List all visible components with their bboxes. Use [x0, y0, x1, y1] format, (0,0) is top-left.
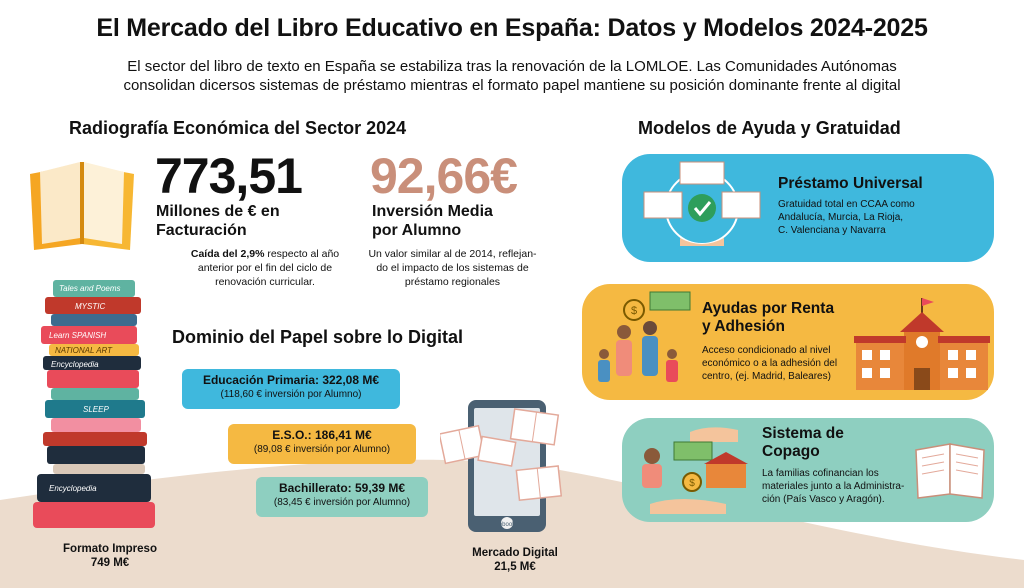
- book-stack-illustration: [25, 278, 175, 533]
- book-spine: [51, 418, 141, 432]
- book-spine-label: NATIONAL ART: [55, 346, 113, 355]
- ayudas-renta-title: Ayudas por Renta y Adhesión: [702, 300, 835, 335]
- book-spine: [47, 370, 139, 388]
- primaria-title: Educación Primaria: 322,08 M€: [202, 373, 380, 387]
- facturacion-value: 773,51: [155, 148, 302, 204]
- ayudas-renta-text: Acceso condicionado al nivel económico o a la adhesión del centro, (ej. Madrid, Baleares): [702, 345, 838, 382]
- ebook-label: ebook: [498, 522, 516, 528]
- primaria-box: [182, 369, 400, 409]
- bachillerato-sub: (83,45 € inversión por Alumno): [273, 497, 411, 508]
- book-spine-label: MYSTIC: [75, 302, 106, 311]
- mercado-digital-caption: Mercado Digital 21,5 M€: [472, 547, 558, 573]
- bachillerato-box: [256, 477, 428, 517]
- open-book-icon: [22, 152, 142, 252]
- sistema-copago-title: Sistema de Copago: [762, 425, 844, 460]
- book-spine-label: Learn SPANISH: [49, 331, 107, 340]
- svg-text:$: $: [689, 478, 695, 489]
- eso-box: [228, 424, 416, 464]
- prestamo-universal-text: Gratuidad total en CCAA como Andalucía, Murcia, La Rioja, C. Valenciana y Navarra: [778, 199, 915, 236]
- prestamo-universal-title: Préstamo Universal: [778, 175, 923, 192]
- book-spine-label: Encyclopedia: [51, 360, 99, 369]
- book-spine: [51, 388, 139, 400]
- facturacion-note: Caída del 2,9% respecto al año anterior por el fin del ciclo de renovación curricular.: [190, 248, 340, 288]
- inversion-label: Inversión Media por Alumno: [372, 203, 493, 239]
- family-money-icon: [592, 290, 694, 396]
- book-exchange-icon: [640, 158, 765, 258]
- svg-text:$: $: [630, 305, 638, 317]
- book-spine: [43, 432, 147, 446]
- economia-heading: Radiografía Económica del Sector 2024: [69, 118, 407, 138]
- copago-hands-icon: [630, 420, 755, 520]
- book-spine: [53, 464, 145, 474]
- facturacion-label: Millones de € en Facturación: [156, 203, 280, 239]
- eso-title: E.S.O.: 186,41 M€: [272, 428, 372, 442]
- page-subtitle: El sector del libro de texto en España se estabiliza tras la renovación de la LOMLOE. Las Comunidades Autónomas consolidan dicersos sistemas de préstamo mientras el formato papel mantiene su posición dominante frente al digital: [123, 58, 901, 94]
- sistema-copago-text: La familias cofinancian los materiales junto a la Administra- ción (País Vasco y Aragón).: [762, 468, 905, 505]
- book-spine-label: SLEEP: [83, 405, 109, 414]
- tablet-ebook-illustration: [440, 390, 565, 540]
- book-spine-label: Tales and Poems: [59, 284, 121, 293]
- book-spine: [33, 502, 155, 528]
- dominio-heading: Dominio del Papel sobre lo Digital: [172, 327, 464, 347]
- modelos-heading: Modelos de Ayuda y Gratuidad: [638, 118, 901, 138]
- page-title: El Mercado del Libro Educativo en España: Datos y Modelos 2024-2025: [96, 14, 928, 42]
- eso-sub: (89,08 € inversión por Alumno): [253, 444, 391, 455]
- book-spine-label: Encyclopedia: [49, 484, 97, 493]
- school-building-icon: [852, 296, 992, 392]
- open-book-small-icon: [912, 440, 988, 500]
- inversion-note: Un valor similar al de 2014, reflejan- do el impacto de los sistemas de préstamo regionales: [368, 248, 537, 288]
- book-spine: [47, 446, 145, 464]
- primaria-sub: (118,60 € inversión por Alumno): [220, 389, 362, 400]
- formato-impreso-caption: Formato Impreso 749 M€: [63, 543, 157, 569]
- inversion-value: 92,66€: [370, 148, 517, 204]
- book-spine: [51, 314, 137, 326]
- bachillerato-title: Bachillerato: 59,39 M€: [278, 481, 406, 495]
